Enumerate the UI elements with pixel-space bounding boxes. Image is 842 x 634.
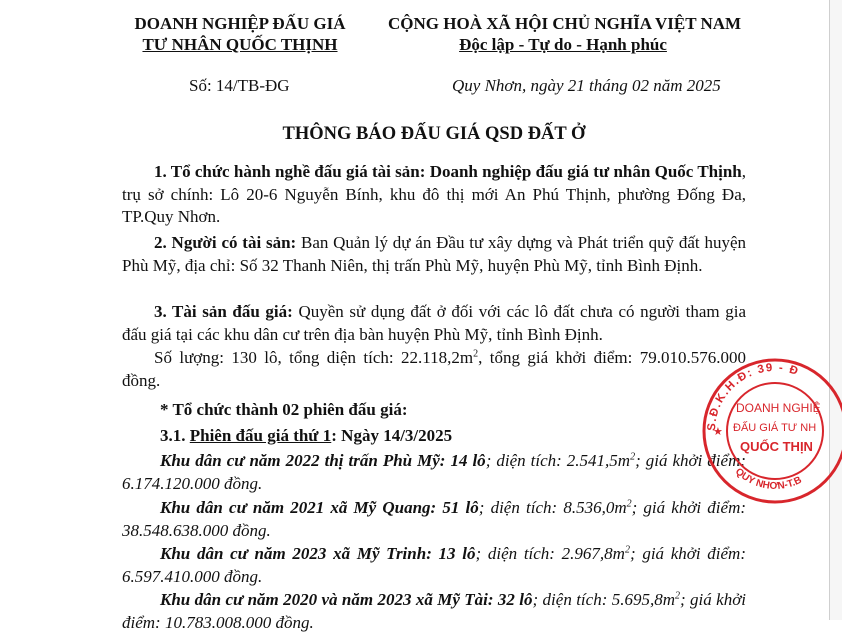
lot-price: ; giá khởi điểm: 10.783.008.000 đồng. <box>122 590 746 632</box>
section-1 <box>122 161 746 229</box>
stamp-bottom-text: QUY NHƠN-T.B <box>732 466 804 493</box>
lot-name: Khu dân cư năm 2023 xã Mỹ Trinh: 13 lô <box>160 544 476 563</box>
lot-item <box>122 497 746 542</box>
org-name-line1: DOANH NGHIỆP ĐẤU GIÁ <box>134 14 346 33</box>
document-number: Số: 14/TB-ĐG <box>189 76 290 95</box>
session-1-number: 3.1. <box>160 426 190 445</box>
lot-name: Khu dân cư năm 2020 và năm 2023 xã Mỹ Tài: 32 lô <box>160 590 533 609</box>
stamp-star-icon: ★ <box>713 425 723 438</box>
section-3 <box>122 301 746 346</box>
quantity-text-pre: Số lượng: 130 lô, tổng diện tích: 22.118,2m <box>154 348 474 367</box>
lot-area-sup: 2 <box>630 451 636 463</box>
stamp-ring-text: S.Đ.K.H.Đ: 39 - Đ <box>705 361 801 432</box>
section-1-text: , trụ sở chính: Lô 20-6 Nguyễn Bính, khu đô thị mới An Phú Thịnh, phường Đống Đa, TP.Quy Nhơn. <box>122 162 746 226</box>
lot-price: ; giá khởi điểm: 6.174.120.000 đồng. <box>122 451 747 493</box>
notice-title: THÔNG BÁO ĐẤU GIÁ QSD ĐẤT Ở <box>282 124 586 144</box>
stamp-line-3: QUỐC THỊN <box>740 439 813 454</box>
section-2-text: Ban Quản lý dự án Đầu tư xây dựng và Phát triển quỹ đất huyện Phù Mỹ, địa chỉ: Số 32 Thanh Niên, thị trấn Phù Mỹ, huyện Phù Mỹ, tỉnh Bình Định. <box>122 233 746 275</box>
lot-area: ; diện tích: 8.536,0m <box>478 498 627 517</box>
lot-area-sup: 2 <box>675 590 681 602</box>
sessions-heading: * Tổ chức thành 02 phiên đấu giá: <box>160 400 408 419</box>
quantity-sup: 2 <box>473 348 479 360</box>
lot-name: Khu dân cư năm 2022 thị trấn Phù Mỹ: 14 lô <box>160 451 486 470</box>
lot-area: ; diện tích: 2.541,5m <box>485 451 631 470</box>
lot-item <box>122 543 746 588</box>
quantity-text-post: , tổng giá khởi điểm: 79.010.576.000 đồng. <box>122 348 746 390</box>
org-name-line2: TƯ NHÂN QUỐC THỊNH <box>142 35 338 54</box>
session-1-date: : Ngày 14/3/2025 <box>331 426 453 445</box>
lot-item <box>122 589 746 634</box>
page-edge <box>829 0 830 620</box>
lot-area: ; diện tích: 5.695,8m <box>532 590 676 609</box>
page-gutter <box>830 0 842 620</box>
lot-area-sup: 2 <box>624 544 630 556</box>
section-3-text: Quyền sử dụng đất ở đối với các lô đất chưa có người tham gia đấu giá tại các khu dân cư trên địa bàn huyện Phù Mỹ, tỉnh Bình Định. <box>122 302 747 344</box>
session-1-label: Phiên đấu giá thứ 1 <box>189 426 332 445</box>
section-3-label: 3. Tài sản đấu giá: <box>154 302 293 321</box>
company-stamp <box>700 356 842 506</box>
nation-motto: Độc lập - Tự do - Hạnh phúc <box>459 35 667 54</box>
lot-price: ; giá khởi điểm: 6.597.410.000 đồng. <box>122 544 746 586</box>
lot-area-sup: 2 <box>626 498 632 510</box>
quantity-summary <box>122 347 746 392</box>
lot-price: ; giá khởi điểm: 38.548.638.000 đồng. <box>122 498 747 540</box>
stamp-line-2: ĐẤU GIÁ TƯ NH <box>733 422 817 434</box>
session-1-heading <box>160 425 750 448</box>
section-2-label: 2. Người có tài sản: <box>154 233 297 252</box>
lot-item <box>122 450 746 495</box>
lot-area: ; diện tích: 2.967,8m <box>475 544 625 563</box>
section-1-label: 1. Tổ chức hành nghề đấu giá tài sản: Doanh nghiệp đấu giá tư nhân Quốc Thịnh <box>154 162 742 181</box>
nation-title: CỘNG HOÀ XÃ HỘI CHỦ NGHĨA VIỆT NAM <box>388 14 742 33</box>
place-date: Quy Nhơn, ngày 21 tháng 02 năm 2025 <box>452 76 721 95</box>
stamp-line-1: DOANH NGHIỆ <box>736 401 821 415</box>
section-2 <box>122 232 746 277</box>
lot-name: Khu dân cư năm 2021 xã Mỹ Quang: 51 lô <box>160 498 479 517</box>
